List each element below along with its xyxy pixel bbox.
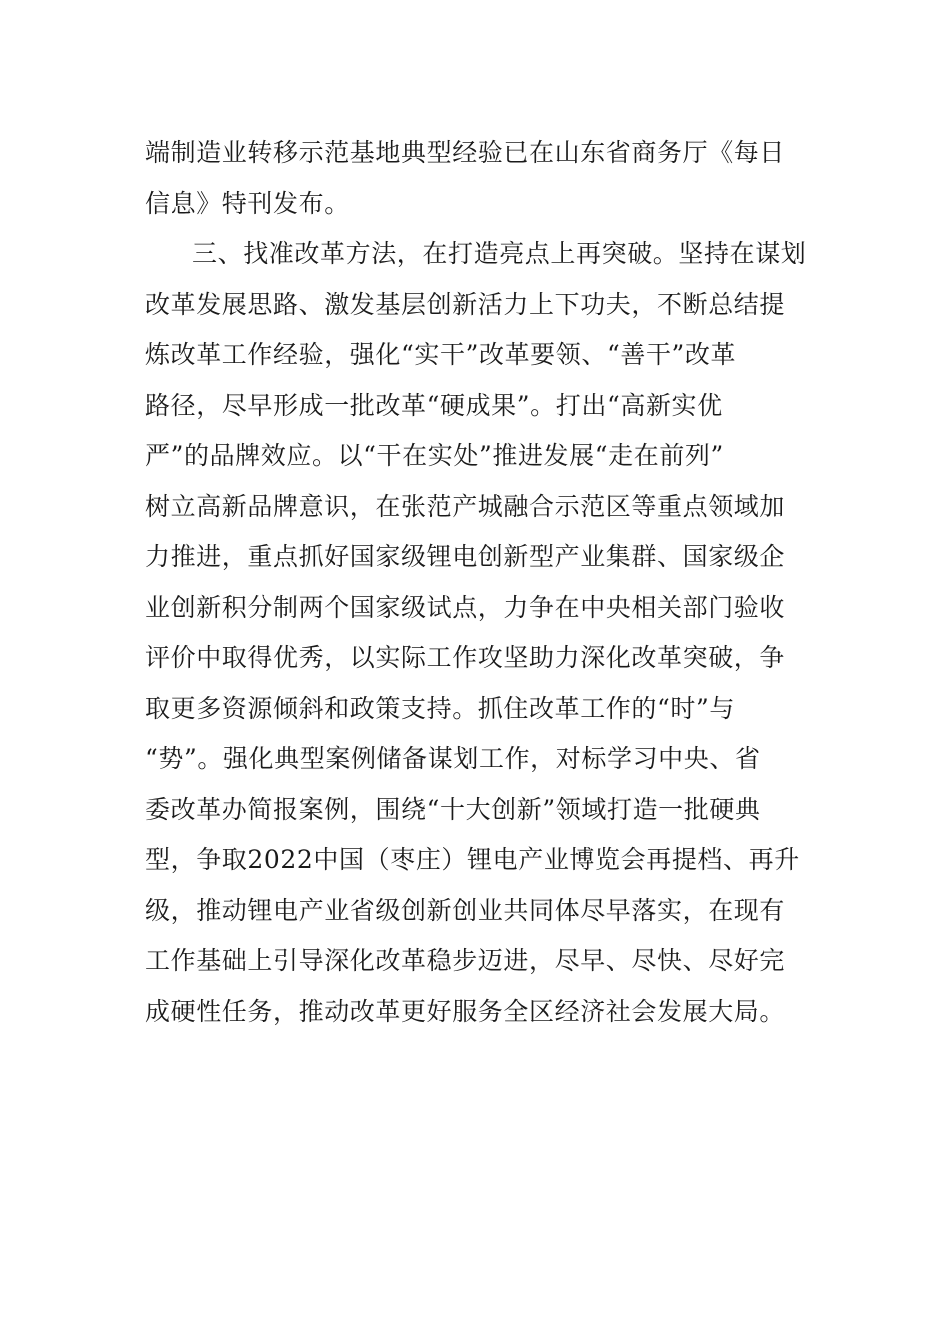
text-line: 树立高新品牌意识，在张范产城融合示范区等重点领域加 xyxy=(145,491,786,521)
body-text xyxy=(145,128,815,1037)
text-line: 成硬性任务，推动改革更好服务全区经济社会发展大局。 xyxy=(145,996,786,1026)
text-line: 工作基础上引导深化改革稳步迈进，尽早、尽快、尽好完 xyxy=(145,946,786,975)
text-line: 型，争取2022中国（枣庄）锂电产业博览会再提档、再升 xyxy=(145,845,800,874)
text-line: 取更多资源倾斜和政策支持。抓住改革工作的“时”与 xyxy=(145,693,735,723)
text-line: 炼改革工作经验，强化“实干”改革要领、“善干”改革 xyxy=(145,340,737,369)
text-line: 力推进，重点抓好国家级锂电创新型产业集群、国家级企 xyxy=(145,542,786,571)
text-line: 级，推动锂电产业省级创新创业共同体尽早落实，在现有 xyxy=(145,895,786,925)
text-line: 评价中取得优秀，以实际工作攻坚助力深化改革突破，争 xyxy=(145,643,786,672)
section-three-heading-line: 三、找准改革方法，在打造亮点上再突破。坚持在谋划 xyxy=(192,239,807,268)
text-line: 业创新积分制两个国家级试点，力争在中央相关部门验收 xyxy=(145,592,786,622)
text-line: 路径，尽早形成一批改革“硬成果”。打出“高新实优 xyxy=(145,390,723,420)
text-line: 委改革办简报案例，围绕“十大创新”领域打造一批硬典 xyxy=(145,794,761,824)
text-line: 改革发展思路、激发基层创新活力上下功夫，不断总结提 xyxy=(145,289,786,319)
text-line: 信息》特刊发布。 xyxy=(145,188,350,218)
text-line: 端制造业转移示范基地典型经验已在山东省商务厅《每日 xyxy=(145,138,786,167)
text-line: “势”。强化典型案例储备谋划工作，对标学习中央、省 xyxy=(145,744,761,773)
text-line: 严”的品牌效应。以“干在实处”推进发展“走在前列” xyxy=(145,441,724,470)
